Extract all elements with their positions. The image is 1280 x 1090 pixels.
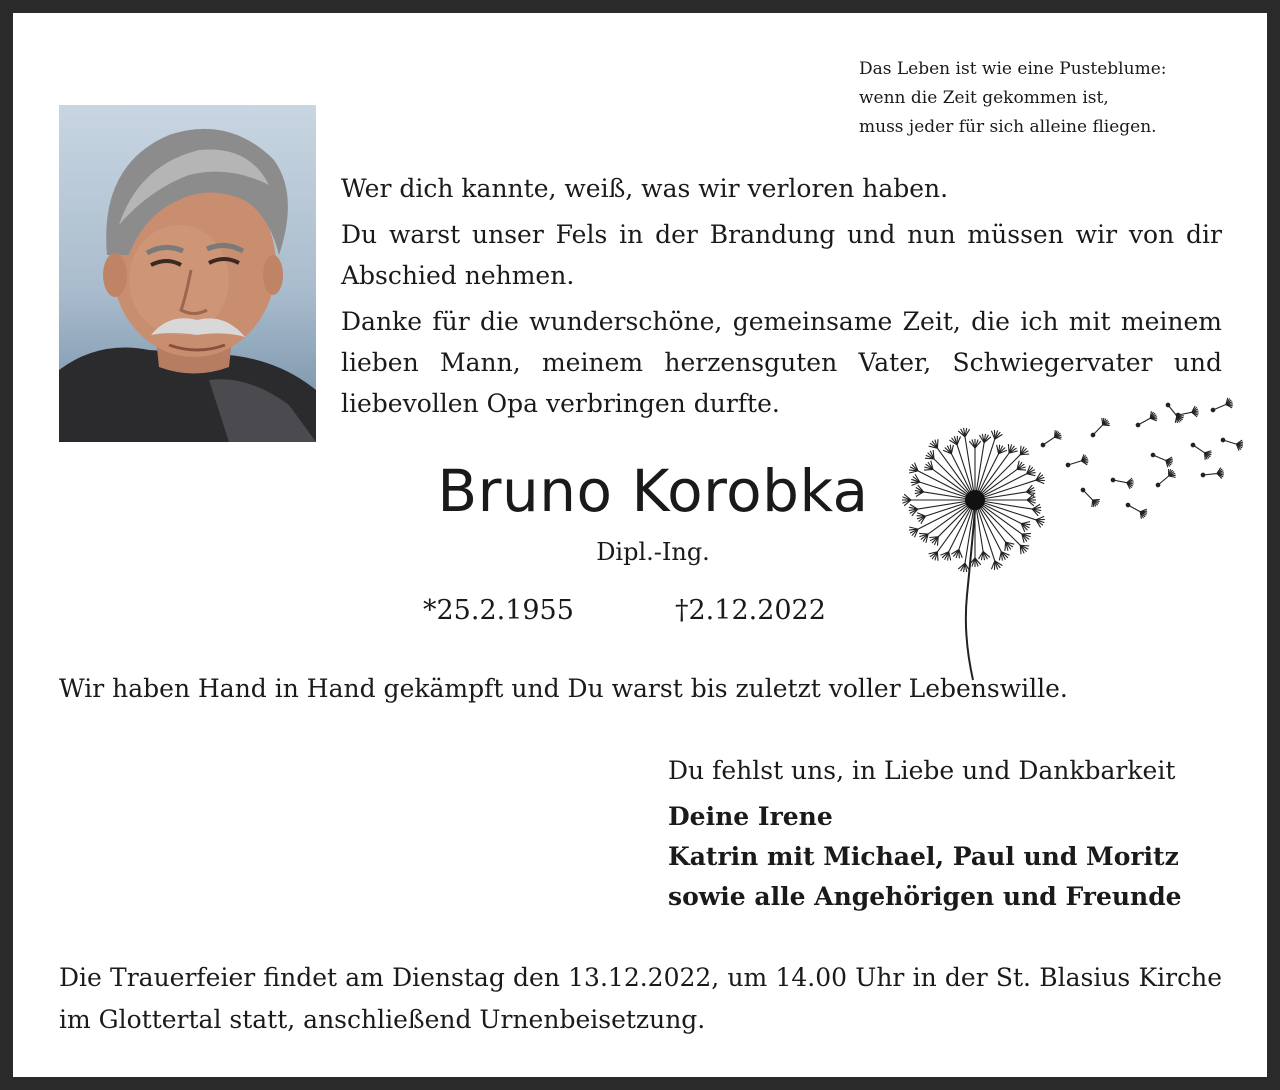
birth-date: *25.2.1955: [423, 595, 574, 626]
quote-line: muss jeder für sich alleine fliegen.: [859, 117, 1157, 137]
intro-paragraph: Danke für die wunderschöne, gemeinsame Zeit, die ich mit meinem lieben Mann, meinem herzensguten Vater, Schwiegervater und liebevollen Opa verbringen durfte.: [341, 307, 1222, 418]
death-date: †2.12.2022: [675, 595, 826, 626]
deceased-name: Bruno Korobka: [437, 457, 869, 525]
intro-paragraph: Wer dich kannte, weiß, was wir verloren haben.: [341, 174, 949, 203]
quote-line: wenn die Zeit gekommen ist,: [859, 88, 1109, 108]
epigraph-quote: [859, 55, 1239, 142]
portrait-image: [59, 105, 316, 442]
ceremony-notice: Die Trauerfeier findet am Dienstag den 13.12.2022, um 14.00 Uhr in der St. Blasius Kirche im Glottertal statt, anschließend Urnenbeisetzung.: [59, 963, 1222, 1034]
dandelion-icon: [893, 385, 1243, 685]
portrait-photo: [59, 105, 316, 442]
signoff-intro: Du fehlst uns, in Liebe und Dankbarkeit: [668, 756, 1176, 785]
obituary-card: [13, 13, 1267, 1077]
signoff-name: sowie alle Angehörigen und Freunde: [668, 882, 1182, 911]
signoff-block: [668, 751, 1248, 917]
fight-text: Wir haben Hand in Hand gekämpft und Du warst bis zuletzt voller Lebenswille.: [59, 674, 1068, 703]
deceased-title: Dipl.-Ing.: [596, 538, 710, 566]
signoff-name: Katrin mit Michael, Paul und Moritz: [668, 842, 1179, 871]
intro-paragraph: Du warst unser Fels in der Brandung und nun müssen wir von dir Abschied nehmen.: [341, 220, 1222, 290]
signoff-name: Deine Irene: [668, 802, 833, 831]
quote-line: Das Leben ist wie eine Pusteblume:: [859, 59, 1167, 79]
